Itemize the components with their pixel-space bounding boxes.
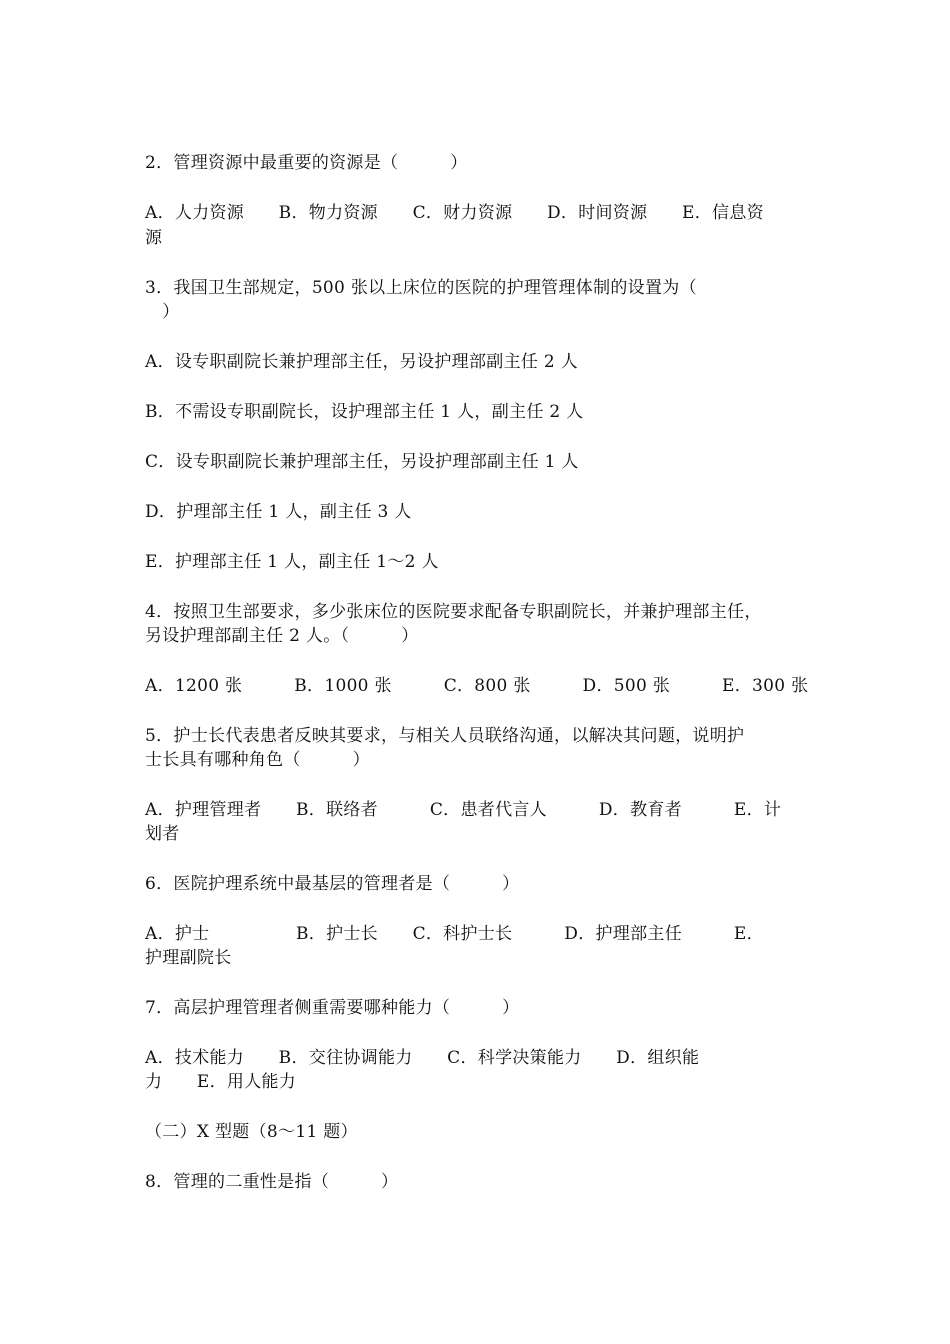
question-7-stem: 7．高层护理管理者侧重需要哪种能力（ ） (145, 998, 520, 1018)
question-7-options-continued: 力 E．用人能力 (145, 1072, 297, 1092)
question-7-options: A．技术能力 B．交往协调能力 C．科学决策能力 D．组织能 (145, 1048, 700, 1068)
question-6-options: A．护士 B．护士长 C．科护士长 D．护理部主任 E． (145, 924, 764, 944)
question-5-options-continued: 划者 (145, 824, 180, 844)
question-3-stem: 3．我国卫生部规定，500 张以上床位的医院的护理管理体制的设置为（ (145, 278, 697, 298)
section-heading-x-type: （二）X 型题（8～11 题） (145, 1122, 358, 1142)
question-3-option-a: A．设专职副院长兼护理部主任，另设护理部副主任 2 人 (145, 352, 578, 372)
question-3-stem-continued: ） (145, 302, 180, 322)
question-4-stem: 4．按照卫生部要求，多少张床位的医院要求配备专职副院长，并兼护理部主任， (145, 602, 762, 622)
question-8-stem: 8．管理的二重性是指（ ） (145, 1172, 399, 1192)
question-4-stem-continued: 另设护理部副主任 2 人。（ ） (145, 626, 419, 646)
question-2-stem: 2．管理资源中最重要的资源是（ ） (145, 153, 468, 173)
question-6-options-continued: 护理副院长 (145, 948, 232, 968)
question-3-option-b: B．不需设专职副院长，设护理部主任 1 人，副主任 2 人 (145, 402, 584, 422)
question-4-options: A．1200 张 B．1000 张 C．800 张 D．500 张 E．300 张 (145, 676, 809, 696)
question-5-stem-continued: 士长具有哪种角色（ ） (145, 750, 370, 770)
question-2-options-continued: 源 (145, 228, 163, 248)
question-5-options: A．护理管理者 B．联络者 C．患者代言人 D．教育者 E．计 (145, 800, 782, 820)
question-5-stem: 5．护士长代表患者反映其要求，与相关人员联络沟通，以解决其问题，说明护 (145, 726, 745, 746)
question-3-option-c: C．设专职副院长兼护理部主任，另设护理部副主任 1 人 (145, 452, 579, 472)
question-3-option-d: D．护理部主任 1 人，副主任 3 人 (145, 502, 412, 522)
question-3-option-e: E．护理部主任 1 人，副主任 1～2 人 (145, 552, 439, 572)
question-2-options: A．人力资源 B．物力资源 C．财力资源 D．时间资源 E．信息资 (145, 203, 764, 223)
question-6-stem: 6．医院护理系统中最基层的管理者是（ ） (145, 874, 520, 894)
